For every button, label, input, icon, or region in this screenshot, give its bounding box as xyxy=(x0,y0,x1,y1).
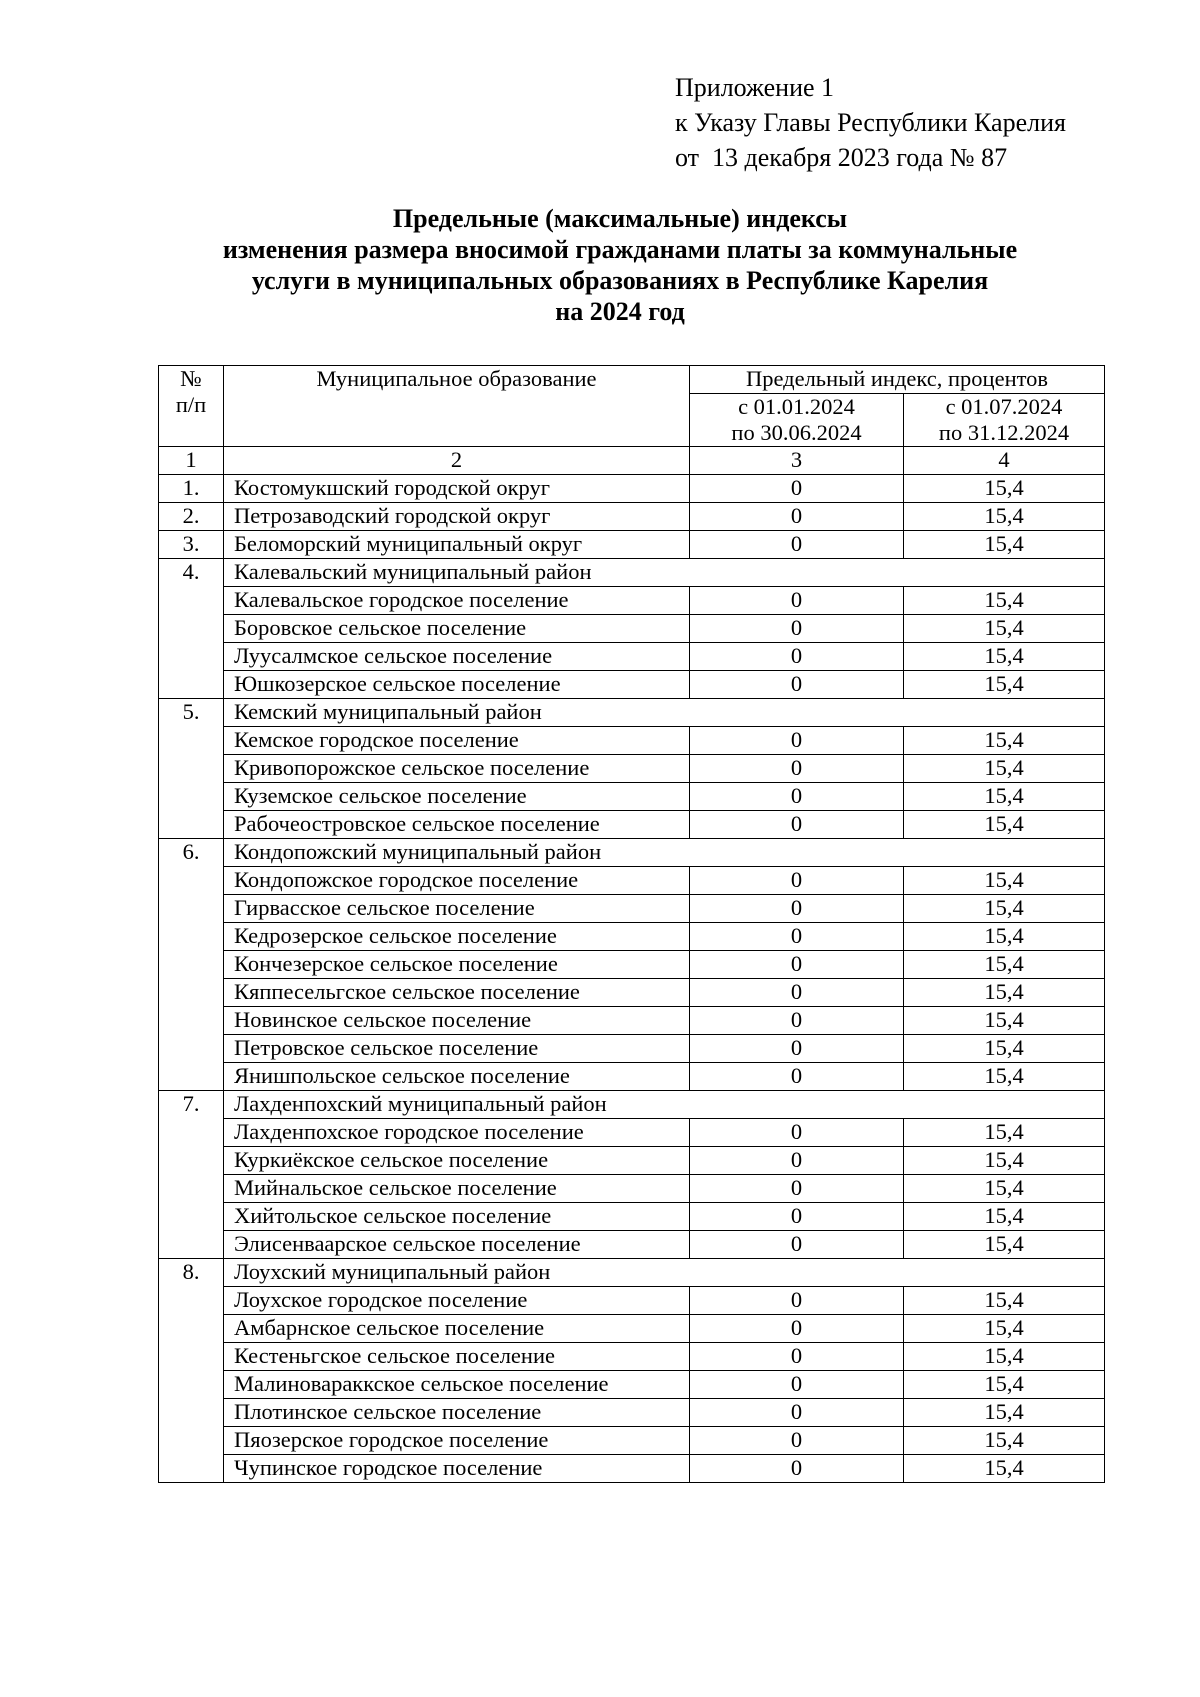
index-period-1: 0 xyxy=(690,1147,904,1175)
appendix-line: Приложение 1 xyxy=(675,73,835,102)
table-row xyxy=(159,1231,1105,1259)
column-number: 1 xyxy=(159,447,224,475)
header-period-2: с 01.07.2024 по 31.12.2024 xyxy=(904,394,1105,447)
index-period-2: 15,4 xyxy=(904,1203,1105,1231)
row-number xyxy=(159,615,224,643)
group-row xyxy=(159,1091,1105,1119)
table-row xyxy=(159,867,1105,895)
municipality-name: Кемское городское поселение xyxy=(224,727,690,755)
table-row xyxy=(159,1371,1105,1399)
municipality-name: Петрозаводский городской округ xyxy=(224,503,690,531)
table-row xyxy=(159,1007,1105,1035)
index-period-1: 0 xyxy=(690,503,904,531)
table-row xyxy=(159,615,1105,643)
municipality-name: Кривопорожское сельское поселение xyxy=(224,755,690,783)
index-period-1: 0 xyxy=(690,727,904,755)
index-period-1: 0 xyxy=(690,755,904,783)
row-number: 4. xyxy=(159,559,224,587)
row-number: 1. xyxy=(159,475,224,503)
municipality-name: Куркиёкское сельское поселение xyxy=(224,1147,690,1175)
row-number: 7. xyxy=(159,1091,224,1119)
municipality-name: Кяппесельгское сельское поселение xyxy=(224,979,690,1007)
group-row xyxy=(159,559,1105,587)
index-period-2: 15,4 xyxy=(904,671,1105,699)
table-row xyxy=(159,923,1105,951)
row-number: 2. xyxy=(159,503,224,531)
index-period-2: 15,4 xyxy=(904,1371,1105,1399)
table-row xyxy=(159,1287,1105,1315)
municipality-name: Мийнальское сельское поселение xyxy=(224,1175,690,1203)
row-number xyxy=(159,1399,224,1427)
row-number xyxy=(159,867,224,895)
row-number: 3. xyxy=(159,531,224,559)
index-period-1: 0 xyxy=(690,615,904,643)
municipality-name: Плотинское сельское поселение xyxy=(224,1399,690,1427)
index-period-1: 0 xyxy=(690,1231,904,1259)
row-number xyxy=(159,1343,224,1371)
header-period-1: с 01.01.2024 по 30.06.2024 xyxy=(690,394,904,447)
municipality-name: Пяозерское городское поселение xyxy=(224,1427,690,1455)
document-title xyxy=(0,203,1200,327)
municipality-name: Амбарнское сельское поселение xyxy=(224,1315,690,1343)
index-period-1: 0 xyxy=(690,643,904,671)
municipality-name: Калевальский муниципальный район xyxy=(224,559,1105,587)
index-period-2: 15,4 xyxy=(904,811,1105,839)
table-row xyxy=(159,1119,1105,1147)
title-line: услуги в муниципальных образованиях в Республике Карелия xyxy=(251,266,989,295)
row-number xyxy=(159,979,224,1007)
index-period-1: 0 xyxy=(690,951,904,979)
municipality-name: Кедрозерское сельское поселение xyxy=(224,923,690,951)
row-number xyxy=(159,1035,224,1063)
row-number xyxy=(159,895,224,923)
municipality-name: Лоухский муниципальный район xyxy=(224,1259,1105,1287)
index-period-1: 0 xyxy=(690,1063,904,1091)
table-row xyxy=(159,1399,1105,1427)
index-period-2: 15,4 xyxy=(904,951,1105,979)
row-number xyxy=(159,1175,224,1203)
index-period-2: 15,4 xyxy=(904,755,1105,783)
column-number-row xyxy=(159,447,1105,475)
municipality-name: Юшкозерское сельское поселение xyxy=(224,671,690,699)
index-period-2: 15,4 xyxy=(904,1427,1105,1455)
table-header-row xyxy=(159,366,1105,394)
index-period-2: 15,4 xyxy=(904,475,1105,503)
group-row xyxy=(159,699,1105,727)
index-period-2: 15,4 xyxy=(904,1231,1105,1259)
table-row xyxy=(159,783,1105,811)
table-row xyxy=(159,1063,1105,1091)
municipality-name: Костомукшский городской округ xyxy=(224,475,690,503)
column-number: 4 xyxy=(904,447,1105,475)
index-period-1: 0 xyxy=(690,1035,904,1063)
row-number xyxy=(159,727,224,755)
row-number xyxy=(159,1063,224,1091)
index-period-2: 15,4 xyxy=(904,1063,1105,1091)
column-number: 3 xyxy=(690,447,904,475)
index-period-2: 15,4 xyxy=(904,531,1105,559)
table-row xyxy=(159,531,1105,559)
title-line: изменения размера вносимой гражданами платы за коммунальные xyxy=(222,235,1018,264)
municipality-name: Петровское сельское поселение xyxy=(224,1035,690,1063)
index-period-1: 0 xyxy=(690,1287,904,1315)
municipality-name: Гирвасское сельское поселение xyxy=(224,895,690,923)
index-period-2: 15,4 xyxy=(904,1455,1105,1483)
appendix-line: к Указу Главы Республики Карелия xyxy=(675,108,1066,137)
table-row xyxy=(159,1147,1105,1175)
table-row xyxy=(159,1343,1105,1371)
municipality-name: Беломорский муниципальный округ xyxy=(224,531,690,559)
row-number xyxy=(159,923,224,951)
municipality-name: Малиновараккское сельское поселение xyxy=(224,1371,690,1399)
index-period-1: 0 xyxy=(690,1455,904,1483)
municipality-name: Рабочеостровское сельское поселение xyxy=(224,811,690,839)
index-period-1: 0 xyxy=(690,1343,904,1371)
index-period-2: 15,4 xyxy=(904,587,1105,615)
table-row xyxy=(159,979,1105,1007)
index-period-2: 15,4 xyxy=(904,1147,1105,1175)
index-period-2: 15,4 xyxy=(904,1343,1105,1371)
row-number xyxy=(159,755,224,783)
index-period-1: 0 xyxy=(690,475,904,503)
row-number xyxy=(159,1231,224,1259)
municipality-name: Кондопожское городское поселение xyxy=(224,867,690,895)
index-period-1: 0 xyxy=(690,531,904,559)
table-row xyxy=(159,1455,1105,1483)
row-number: 6. xyxy=(159,839,224,867)
index-period-1: 0 xyxy=(690,1371,904,1399)
row-number: 5. xyxy=(159,699,224,727)
municipality-name: Хийтольское сельское поселение xyxy=(224,1203,690,1231)
municipality-name: Боровское сельское поселение xyxy=(224,615,690,643)
municipality-name: Лоухское городское поселение xyxy=(224,1287,690,1315)
index-period-1: 0 xyxy=(690,811,904,839)
index-period-1: 0 xyxy=(690,671,904,699)
row-number xyxy=(159,1007,224,1035)
appendix-line: от 13 декабря 2023 года № 87 xyxy=(675,143,1008,172)
index-period-1: 0 xyxy=(690,979,904,1007)
table-row xyxy=(159,1315,1105,1343)
index-period-2: 15,4 xyxy=(904,1035,1105,1063)
column-number: 2 xyxy=(224,447,690,475)
table-row xyxy=(159,727,1105,755)
municipality-name: Элисенваарское сельское поселение xyxy=(224,1231,690,1259)
group-row xyxy=(159,1259,1105,1287)
index-period-2: 15,4 xyxy=(904,895,1105,923)
row-number xyxy=(159,783,224,811)
table-row xyxy=(159,1203,1105,1231)
table-row xyxy=(159,643,1105,671)
row-number xyxy=(159,587,224,615)
header-municipality: Муниципальное образование xyxy=(224,366,690,447)
municipality-name: Кончезерское сельское поселение xyxy=(224,951,690,979)
municipality-name: Янишпольское сельское поселение xyxy=(224,1063,690,1091)
index-period-1: 0 xyxy=(690,923,904,951)
municipality-name: Кемский муниципальный район xyxy=(224,699,1105,727)
table-row xyxy=(159,1035,1105,1063)
table-row xyxy=(159,895,1105,923)
index-period-2: 15,4 xyxy=(904,1315,1105,1343)
row-number xyxy=(159,811,224,839)
index-period-2: 15,4 xyxy=(904,503,1105,531)
index-period-1: 0 xyxy=(690,1427,904,1455)
index-period-2: 15,4 xyxy=(904,615,1105,643)
index-period-2: 15,4 xyxy=(904,1007,1105,1035)
municipality-name: Луусалмское сельское поселение xyxy=(224,643,690,671)
row-number xyxy=(159,1147,224,1175)
title-line: на 2024 год xyxy=(555,297,685,326)
municipality-name: Кондопожский муниципальный район xyxy=(224,839,1105,867)
municipality-name: Куземское сельское поселение xyxy=(224,783,690,811)
table-row xyxy=(159,475,1105,503)
index-period-2: 15,4 xyxy=(904,1287,1105,1315)
row-number: 8. xyxy=(159,1259,224,1287)
table-row xyxy=(159,503,1105,531)
appendix-block xyxy=(675,70,1066,175)
index-period-2: 15,4 xyxy=(904,783,1105,811)
index-period-1: 0 xyxy=(690,587,904,615)
index-period-1: 0 xyxy=(690,1007,904,1035)
table-row xyxy=(159,951,1105,979)
index-period-1: 0 xyxy=(690,1119,904,1147)
municipality-name: Чупинское городское поселение xyxy=(224,1455,690,1483)
header-number: № п/п xyxy=(159,366,224,447)
index-table xyxy=(158,365,1105,1483)
row-number xyxy=(159,1427,224,1455)
municipality-name: Кестеньгское сельское поселение xyxy=(224,1343,690,1371)
index-period-1: 0 xyxy=(690,895,904,923)
index-period-2: 15,4 xyxy=(904,727,1105,755)
index-period-2: 15,4 xyxy=(904,867,1105,895)
title-line: Предельные (максимальные) индексы xyxy=(392,204,848,233)
index-period-2: 15,4 xyxy=(904,1399,1105,1427)
table-row xyxy=(159,811,1105,839)
table-row xyxy=(159,587,1105,615)
index-period-2: 15,4 xyxy=(904,1119,1105,1147)
index-period-1: 0 xyxy=(690,1399,904,1427)
header-index: Предельный индекс, процентов xyxy=(690,366,1105,394)
row-number xyxy=(159,643,224,671)
row-number xyxy=(159,1287,224,1315)
index-period-2: 15,4 xyxy=(904,1175,1105,1203)
municipality-name: Лахденпохское городское поселение xyxy=(224,1119,690,1147)
row-number xyxy=(159,671,224,699)
row-number xyxy=(159,1119,224,1147)
row-number xyxy=(159,1315,224,1343)
row-number xyxy=(159,1455,224,1483)
index-period-2: 15,4 xyxy=(904,643,1105,671)
index-period-1: 0 xyxy=(690,867,904,895)
table-row xyxy=(159,671,1105,699)
municipality-name: Лахденпохский муниципальный район xyxy=(224,1091,1105,1119)
row-number xyxy=(159,1371,224,1399)
row-number xyxy=(159,951,224,979)
table-row xyxy=(159,755,1105,783)
municipality-name: Калевальское городское поселение xyxy=(224,587,690,615)
group-row xyxy=(159,839,1105,867)
index-period-2: 15,4 xyxy=(904,923,1105,951)
row-number xyxy=(159,1203,224,1231)
table-row xyxy=(159,1175,1105,1203)
municipality-name: Новинское сельское поселение xyxy=(224,1007,690,1035)
index-period-1: 0 xyxy=(690,1203,904,1231)
index-period-2: 15,4 xyxy=(904,979,1105,1007)
index-period-1: 0 xyxy=(690,1315,904,1343)
index-period-1: 0 xyxy=(690,1175,904,1203)
table-row xyxy=(159,1427,1105,1455)
index-period-1: 0 xyxy=(690,783,904,811)
